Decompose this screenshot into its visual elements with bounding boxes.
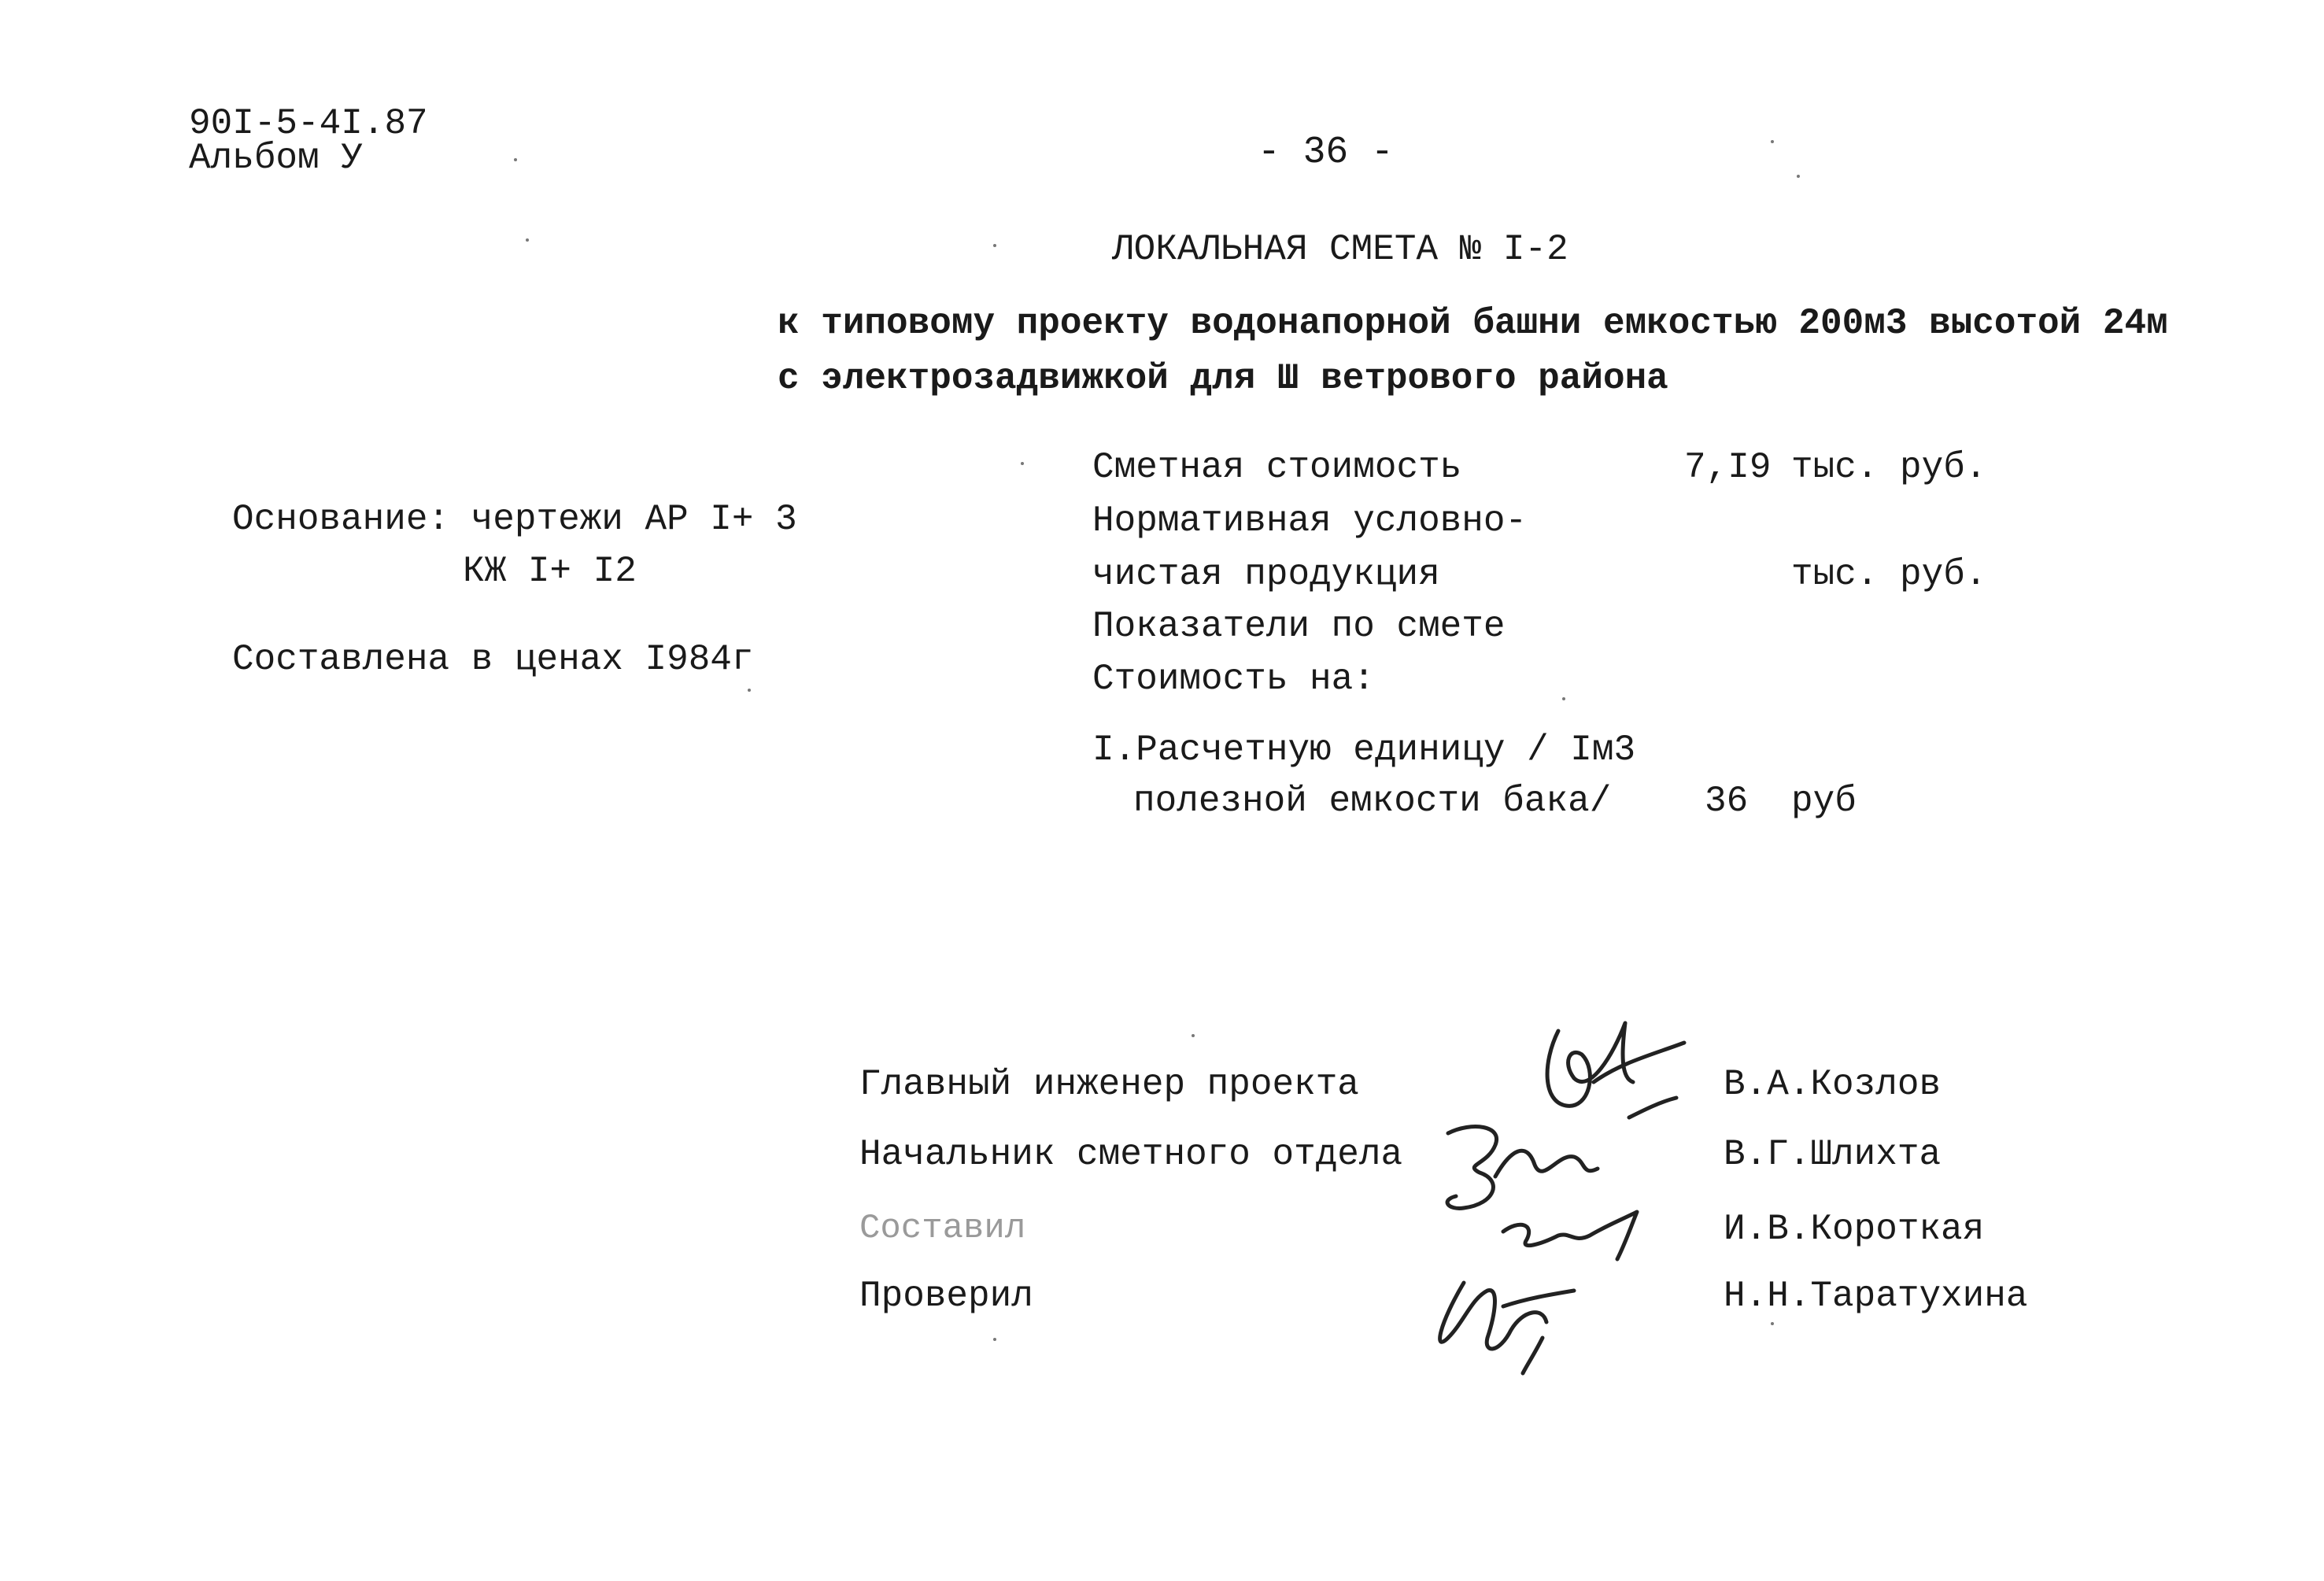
- handwritten-signatures: [1424, 1007, 1692, 1377]
- document-code: 90I-5-4I.87: [189, 103, 428, 144]
- signature-name-2: В.Г.Шлихта: [1724, 1134, 1942, 1175]
- document-title: ЛОКАЛЬНАЯ СМЕТА № I-2: [1112, 229, 1568, 270]
- normative-unit: тыс. руб.: [1791, 554, 1987, 595]
- estimated-cost-label: Сметная стоимость: [1092, 447, 1462, 488]
- item1-value: 36: [1705, 781, 1749, 822]
- price-basis: Составлена в ценах I984г: [232, 639, 754, 680]
- indicators-label: Показатели по смете: [1092, 606, 1506, 647]
- signature-name-3: И.В.Короткая: [1724, 1209, 1985, 1250]
- signature-role-3: Составил: [859, 1209, 1026, 1248]
- signature-name-4: Н.Н.Таратухина: [1724, 1276, 2028, 1317]
- item1-line1: I.Расчетную единицу / Iм3: [1092, 730, 1636, 770]
- subtitle-line-1: к типовому проекту водонапорной башни емкостью 200м3 высотой 24м: [778, 303, 2168, 344]
- signature-role-4: Проверил: [859, 1276, 1033, 1317]
- signature-role-2: Начальник сметного отдела: [859, 1134, 1403, 1175]
- item1-line2: полезной емкости бака/: [1133, 781, 1612, 822]
- item1-unit: руб: [1791, 781, 1857, 822]
- estimated-cost-unit: тыс. руб.: [1791, 447, 1987, 488]
- signature-role-1: Главный инженер проекта: [859, 1064, 1359, 1105]
- album-label: Альбом У: [189, 138, 363, 179]
- signature-name-1: В.А.Козлов: [1724, 1064, 1942, 1105]
- normative-label-1: Нормативная условно-: [1092, 501, 1528, 541]
- estimated-cost-value: 7,I9: [1684, 447, 1772, 488]
- cost-per-label: Стоимость на:: [1092, 659, 1375, 700]
- page-number: - 36 -: [1258, 131, 1394, 174]
- basis-drawings-line: Основание: чертежи АР I+ 3: [232, 499, 797, 540]
- subtitle-line-2: с электрозадвижкой для Ш ветрового района: [778, 358, 1668, 399]
- basis-drawings-line-2: КЖ I+ I2: [463, 551, 637, 592]
- normative-label-2: чистая продукция: [1092, 554, 1440, 595]
